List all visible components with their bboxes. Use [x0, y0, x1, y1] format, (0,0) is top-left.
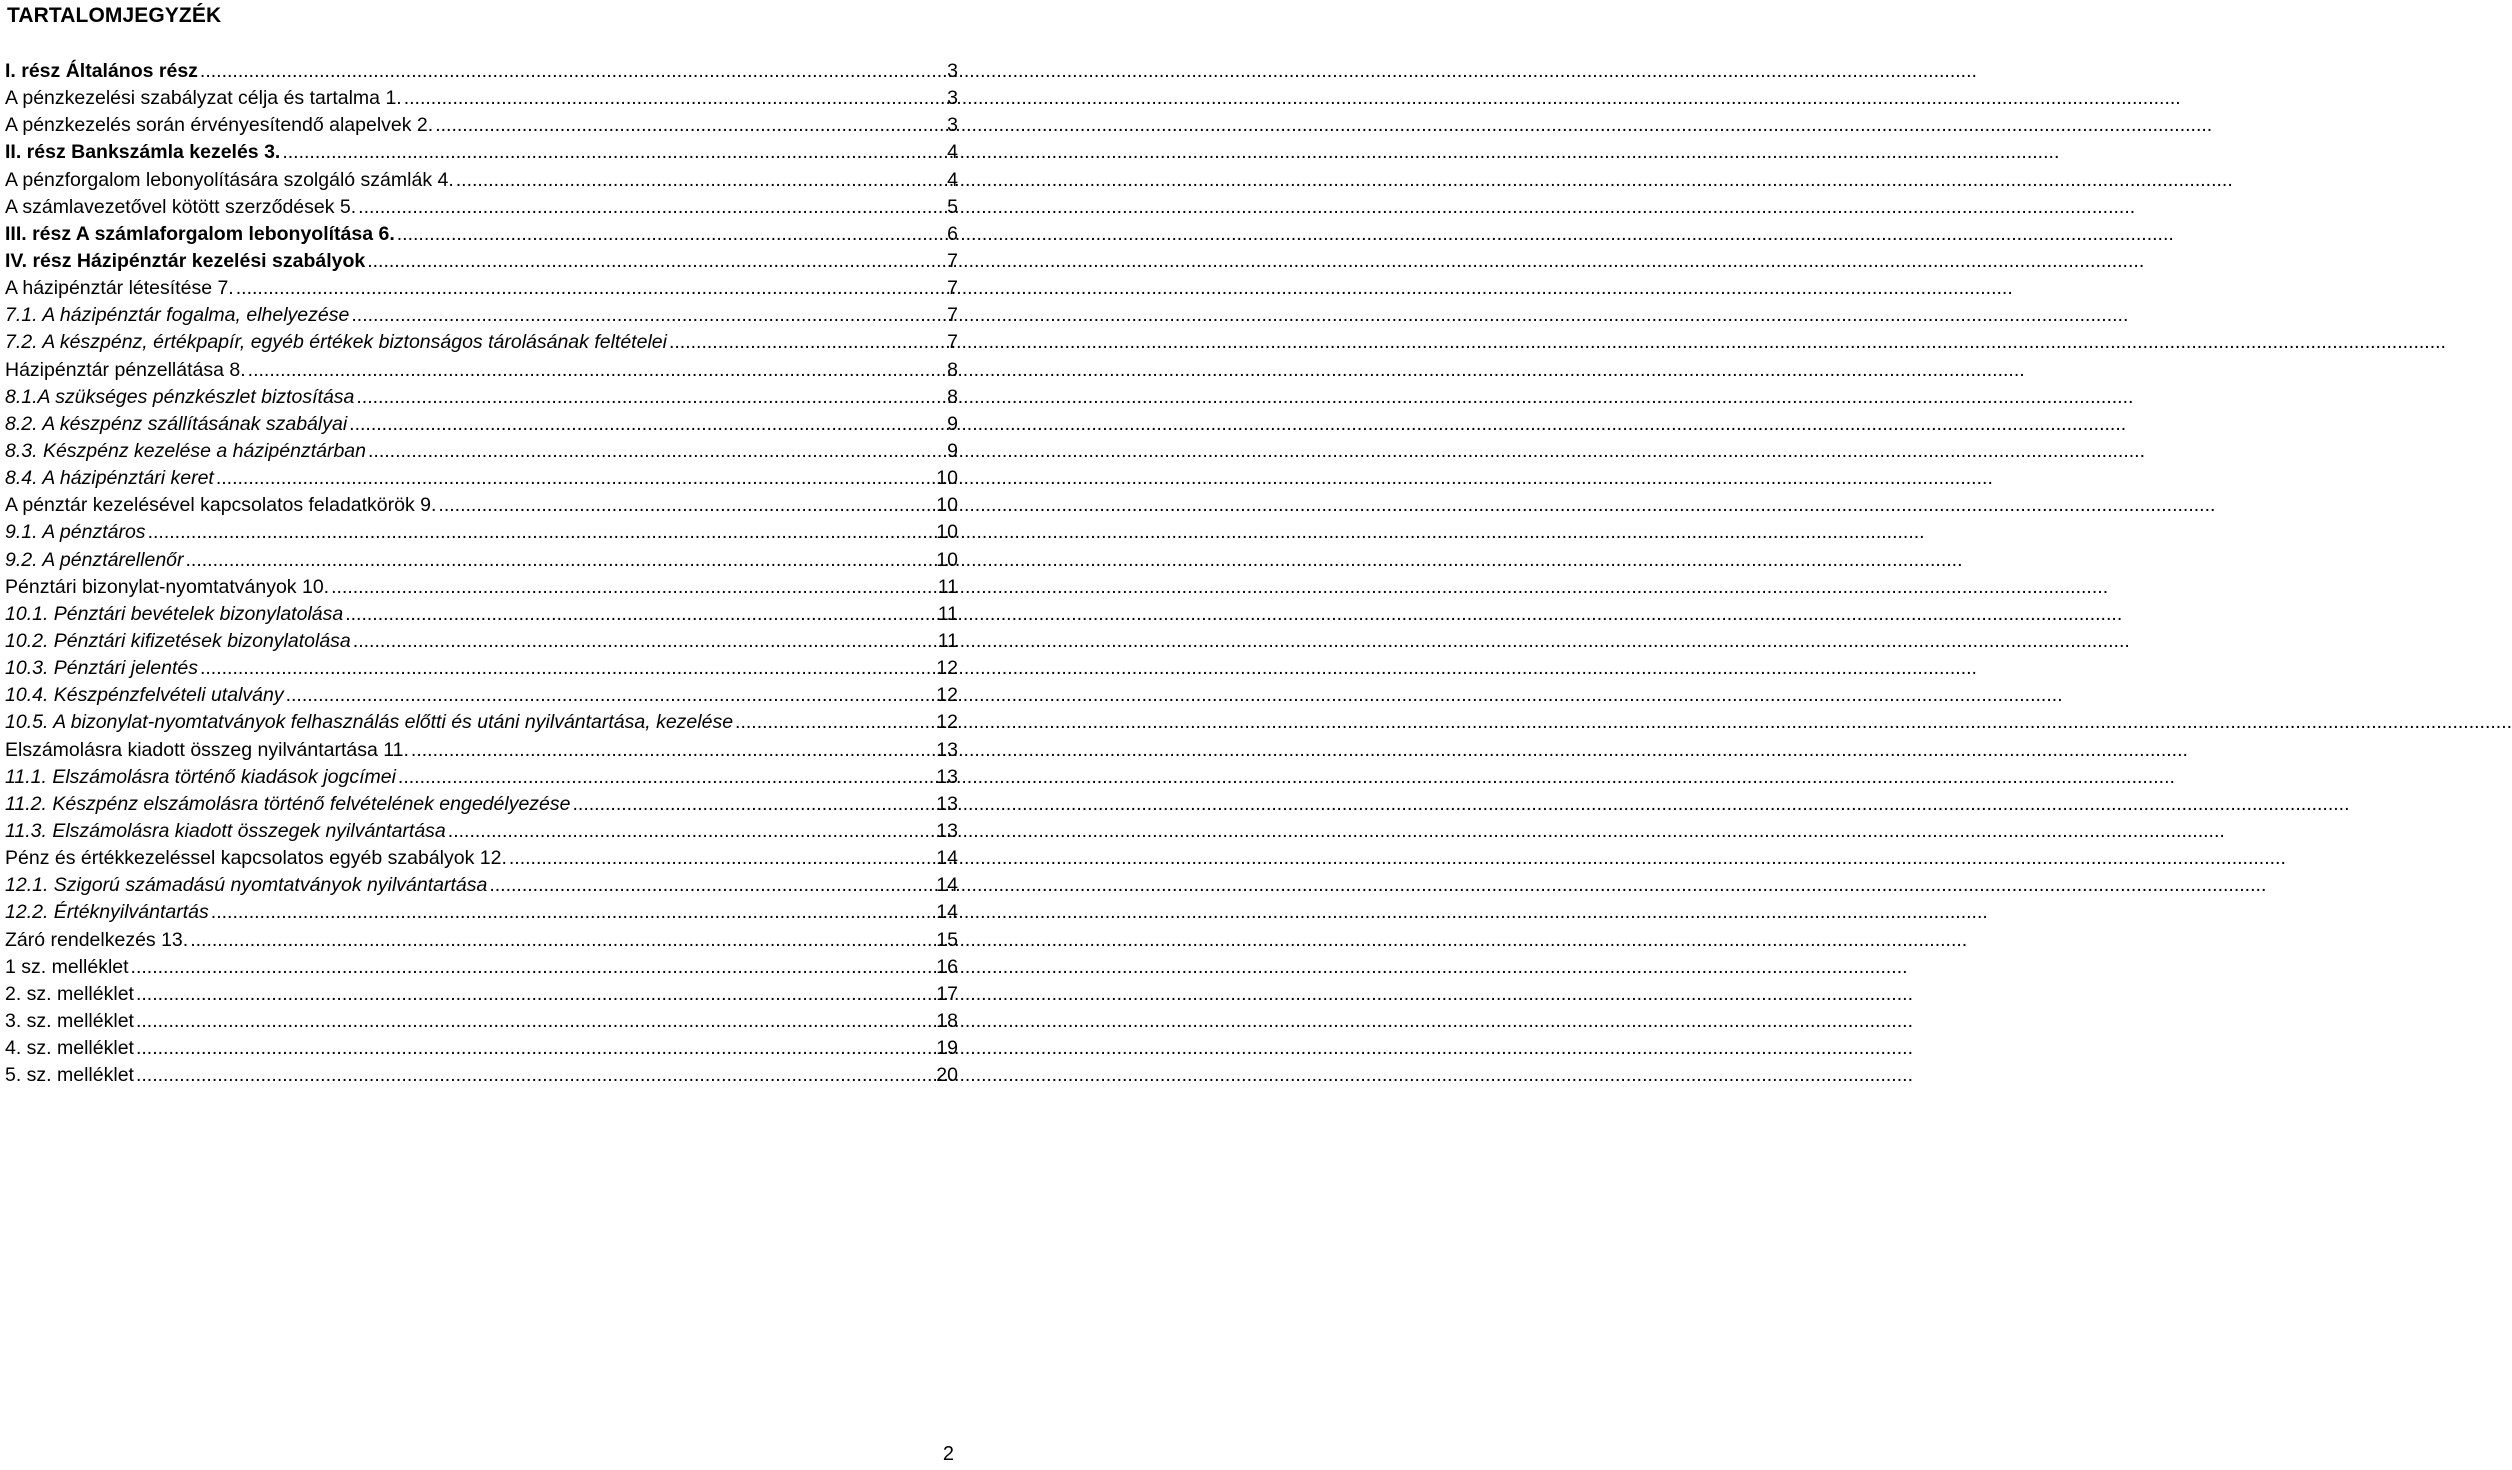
toc-dot-leader	[136, 1008, 934, 1035]
toc-dot-leader	[398, 764, 934, 791]
toc-dot-leader	[136, 981, 934, 1008]
toc-dot-leader	[438, 492, 934, 519]
toc-entry[interactable]	[5, 1062, 958, 1089]
toc-entry[interactable]	[5, 248, 958, 275]
toc-entry-label: 10.4. Készpénzfelvételi utalvány	[5, 684, 284, 707]
toc-entry-label: I. rész Általános rész	[5, 60, 198, 82]
toc-dot-leader	[358, 194, 945, 221]
page-number: 2	[942, 1443, 954, 1465]
toc-entry[interactable]	[5, 899, 958, 926]
toc-entry-page-number: 3	[947, 60, 958, 82]
toc-entry[interactable]	[5, 329, 958, 356]
toc-dot-leader	[456, 167, 945, 194]
toc-entry[interactable]	[5, 628, 958, 655]
toc-dot-leader	[190, 927, 934, 954]
toc-entry[interactable]	[5, 85, 958, 112]
toc-entry-page-number: 12	[936, 684, 958, 707]
toc-list	[5, 58, 958, 1089]
toc-entry-page-number: 18	[936, 1009, 958, 1032]
toc-entry[interactable]	[5, 872, 958, 899]
toc-entry[interactable]	[5, 194, 958, 221]
toc-dot-leader	[573, 791, 935, 818]
toc-entry-page-number: 8	[947, 385, 958, 408]
toc-dot-leader	[236, 275, 945, 302]
toc-entry[interactable]	[5, 492, 958, 519]
toc-entry-label: 10.2. Pénztári kifizetések bizonylatolása	[5, 629, 351, 652]
toc-entry-page-number: 14	[936, 901, 958, 924]
toc-entry-page-number: 8	[947, 358, 958, 381]
toc-entry-label: 7.1. A házipénztár fogalma, elhelyezése	[5, 304, 350, 327]
toc-dot-leader	[489, 872, 934, 899]
toc-entry-label: 1 sz. melléklet	[5, 955, 129, 978]
toc-dot-leader	[509, 845, 934, 872]
toc-entry[interactable]	[5, 1035, 958, 1062]
toc-entry-label: 10.5. A bizonylat-nyomtatványok felhasználás előtti és utáni nyilvántartása, kezelése	[5, 711, 734, 734]
toc-entry-page-number: 10	[936, 494, 958, 517]
toc-dot-leader	[404, 85, 945, 112]
toc-dot-leader	[282, 139, 945, 166]
toc-entry[interactable]	[5, 764, 958, 791]
toc-entry-label: Házipénztár pénzellátása 8.	[5, 358, 246, 381]
toc-dot-leader	[211, 899, 935, 926]
toc-heading: TARTALOMJEGYZÉK	[7, 4, 222, 27]
toc-dot-leader	[248, 357, 945, 384]
toc-entry-page-number: 14	[936, 874, 958, 897]
toc-entry[interactable]	[5, 1008, 958, 1035]
toc-dot-leader	[411, 737, 934, 764]
toc-entry-page-number: 16	[936, 955, 958, 978]
toc-entry-page-number: 15	[936, 928, 958, 951]
toc-entry[interactable]	[5, 519, 958, 546]
toc-entry-label: 12.2. Értéknyilvántartás	[5, 901, 209, 924]
toc-dot-leader	[349, 411, 945, 438]
toc-dot-leader	[148, 519, 935, 546]
toc-entry-label: 8.4. A házipénztári keret	[5, 467, 214, 490]
toc-entry-label: Elszámolásra kiadott összeg nyilvántartása 11.	[5, 738, 409, 761]
toc-entry[interactable]	[5, 357, 958, 384]
toc-dot-leader	[136, 1035, 934, 1062]
toc-entry[interactable]	[5, 58, 958, 85]
toc-entry[interactable]	[5, 438, 958, 465]
toc-entry-label: 11.1. Elszámolásra történő kiadások jogcímei	[5, 765, 396, 788]
toc-entry-page-number: 10	[936, 521, 958, 544]
toc-entry-label: Pénz és értékkezeléssel kapcsolatos egyéb szabályok 12.	[5, 847, 507, 870]
toc-dot-leader	[735, 709, 934, 736]
toc-entry-page-number: 13	[936, 765, 958, 788]
toc-entry-label: 12.1. Szigorú számadású nyomtatványok nyilvántartása	[5, 874, 488, 897]
toc-entry[interactable]	[5, 954, 958, 981]
toc-dot-leader	[367, 248, 945, 275]
toc-entry-page-number: 3	[947, 87, 958, 110]
toc-entry-page-number: 14	[936, 847, 958, 870]
toc-entry[interactable]	[5, 302, 958, 329]
toc-entry[interactable]	[5, 927, 958, 954]
toc-entry-label: 8.2. A készpénz szállításának szabályai	[5, 412, 348, 435]
toc-entry[interactable]	[5, 818, 958, 845]
toc-dot-leader	[345, 601, 936, 628]
toc-entry-page-number: 9	[947, 439, 958, 462]
toc-entry-label: 8.1.A szükséges pénzkészlet biztosítása	[5, 385, 355, 408]
toc-entry-page-number: 19	[936, 1037, 958, 1060]
toc-entry-label: II. rész Bankszámla kezelés 3.	[5, 141, 281, 164]
toc-dot-leader	[353, 628, 936, 655]
toc-entry[interactable]	[5, 167, 958, 194]
toc-entry[interactable]	[5, 574, 958, 601]
toc-dot-leader	[286, 682, 935, 709]
toc-entry-label: IV. rész Házipénztár kezelési szabályok	[5, 249, 366, 272]
toc-entry[interactable]	[5, 275, 958, 302]
toc-entry-page-number: 11	[937, 602, 958, 625]
toc-entry-label: 11.3. Elszámolásra kiadott összegek nyilvántartása	[5, 819, 446, 842]
toc-entry-page-number: 17	[936, 982, 958, 1005]
toc-entry[interactable]	[5, 601, 958, 628]
toc-entry[interactable]	[5, 709, 958, 736]
toc-entry-page-number: 7	[947, 277, 958, 300]
toc-dot-leader	[435, 112, 945, 139]
toc-dot-leader	[200, 58, 945, 85]
toc-entry-page-number: 12	[936, 711, 958, 734]
toc-entry-page-number: 4	[947, 168, 958, 191]
toc-entry-page-number: 13	[936, 792, 958, 815]
toc-entry-label: 11.2. Készpénz elszámolásra történő felvételének engedélyezése	[5, 792, 571, 815]
toc-dot-leader	[200, 655, 934, 682]
toc-entry[interactable]	[5, 791, 958, 818]
toc-entry-page-number: 3	[947, 114, 958, 137]
document-page	[0, 0, 960, 1470]
toc-entry-label: 9.1. A pénztáros	[5, 521, 146, 544]
toc-entry-label: 5. sz. melléklet	[5, 1064, 134, 1087]
toc-entry-page-number: 10	[936, 467, 958, 490]
toc-entry[interactable]	[5, 655, 958, 682]
toc-entry-label: 4. sz. melléklet	[5, 1037, 134, 1060]
toc-entry[interactable]	[5, 112, 958, 139]
toc-entry-page-number: 11	[937, 575, 958, 598]
toc-entry-label: A számlavezetővel kötött szerződések 5.	[5, 195, 357, 218]
toc-entry-label: 2. sz. melléklet	[5, 982, 134, 1005]
toc-entry-page-number: 4	[947, 141, 958, 164]
toc-dot-leader	[448, 818, 935, 845]
toc-entry-page-number: 11	[937, 629, 958, 652]
toc-dot-leader	[136, 1062, 934, 1089]
toc-entry-page-number: 13	[936, 738, 958, 761]
toc-entry-page-number: 20	[936, 1064, 958, 1087]
toc-entry-label: Pénztári bizonylat-nyomtatványok 10.	[5, 575, 330, 598]
toc-entry-page-number: 7	[947, 331, 958, 354]
toc-entry-page-number: 7	[947, 249, 958, 272]
toc-entry[interactable]	[5, 139, 958, 166]
toc-dot-leader	[131, 954, 935, 981]
toc-entry-label: 7.2. A készpénz, értékpapír, egyéb értékek biztonságos tárolásának feltételei	[5, 331, 667, 354]
toc-entry[interactable]	[5, 465, 958, 492]
toc-entry-page-number: 5	[947, 195, 958, 218]
toc-entry[interactable]	[5, 411, 958, 438]
toc-entry-label: Záró rendelkezés 13.	[5, 928, 189, 951]
toc-dot-leader	[356, 384, 945, 411]
toc-dot-leader	[368, 438, 945, 465]
toc-dot-leader	[669, 329, 945, 356]
toc-dot-leader	[351, 302, 945, 329]
toc-entry-label: A pénzforgalom lebonyolítására szolgáló számlák 4.	[5, 168, 454, 191]
toc-entry[interactable]	[5, 845, 958, 872]
toc-dot-leader	[397, 221, 945, 248]
toc-entry-label: 9.2. A pénztárellenőr	[5, 548, 184, 571]
toc-entry[interactable]	[5, 547, 958, 574]
toc-entry-page-number: 9	[947, 412, 958, 435]
toc-entry-label: A pénzkezelés során érvényesítendő alapelvek 2.	[5, 114, 434, 137]
toc-entry-page-number: 10	[936, 548, 958, 571]
toc-entry-page-number: 6	[947, 222, 958, 245]
toc-entry-label: 10.3. Pénztári jelentés	[5, 657, 198, 680]
toc-entry-label: A házipénztár létesítése 7.	[5, 277, 234, 300]
toc-entry[interactable]	[5, 981, 958, 1008]
toc-entry-label: 3. sz. melléklet	[5, 1009, 134, 1032]
toc-entry[interactable]	[5, 384, 958, 411]
toc-entry-label: 10.1. Pénztári bevételek bizonylatolása	[5, 602, 344, 625]
toc-entry-page-number: 12	[936, 657, 958, 680]
toc-entry[interactable]	[5, 682, 958, 709]
toc-dot-leader	[186, 547, 935, 574]
toc-entry-page-number: 7	[947, 304, 958, 327]
toc-entry-page-number: 13	[936, 819, 958, 842]
toc-entry[interactable]	[5, 737, 958, 764]
toc-entry-label: III. rész A számlaforgalom lebonyolítása 6.	[5, 222, 395, 245]
toc-entry[interactable]	[5, 221, 958, 248]
toc-entry-label: 8.3. Készpénz kezelése a házipénztárban	[5, 439, 366, 462]
toc-dot-leader	[216, 465, 934, 492]
toc-entry-label: A pénzkezelési szabályzat célja és tartalma 1.	[5, 87, 402, 110]
toc-dot-leader	[331, 574, 936, 601]
toc-entry-label: A pénztár kezelésével kapcsolatos feladatkörök 9.	[5, 494, 437, 517]
